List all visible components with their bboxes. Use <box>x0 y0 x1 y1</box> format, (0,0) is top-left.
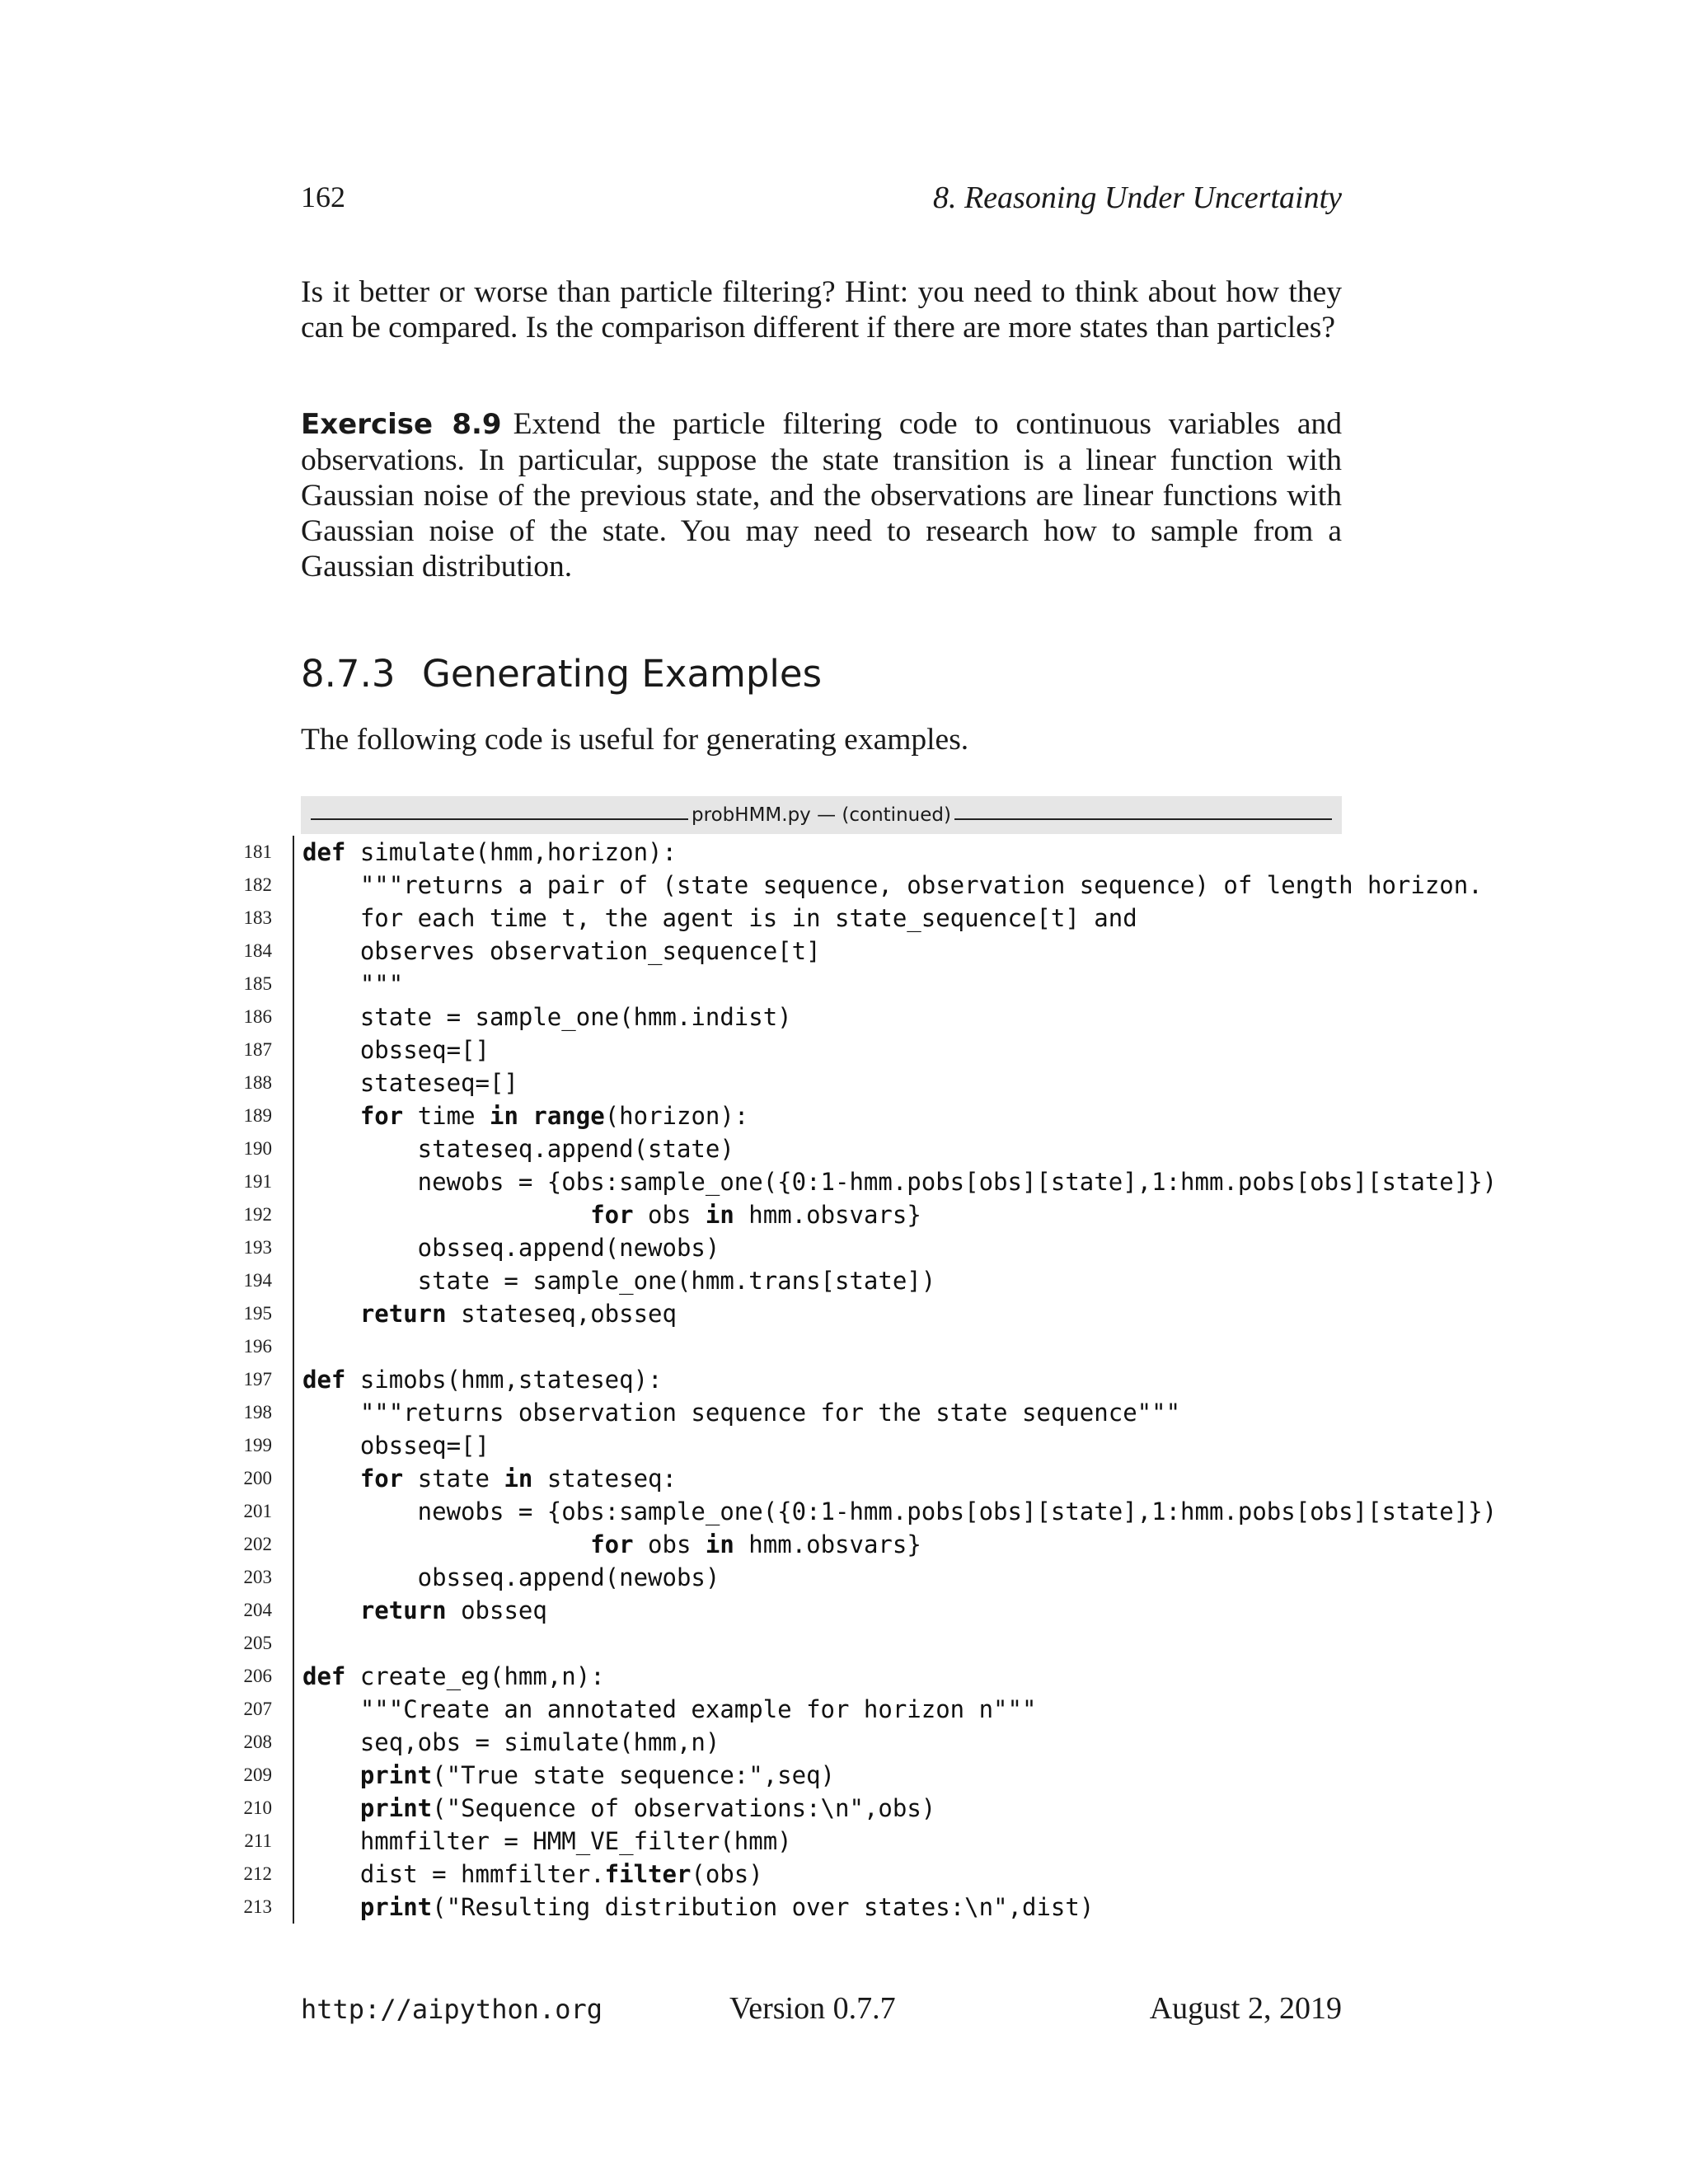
line-number: 184 <box>243 940 272 961</box>
code-text: print("Sequence of observations:\n",obs) <box>359 1794 936 1822</box>
running-head: 8. Reasoning Under Uncertainty <box>932 180 1342 215</box>
line-number: 203 <box>243 1567 272 1587</box>
code-line <box>243 1099 1448 1132</box>
line-number: 197 <box>243 1369 272 1390</box>
code-text: def simobs(hmm,stateseq): <box>302 1366 663 1394</box>
code-line <box>243 1726 1448 1759</box>
code-line <box>243 1198 1448 1231</box>
header-rule-right <box>954 818 1332 820</box>
code-line <box>243 1495 1498 1528</box>
line-number: 190 <box>243 1138 272 1159</box>
code-text: for each time t, the agent is in state_sequence[t] and <box>302 904 1137 932</box>
code-text: newobs = {obs:sample_one({0:1-hmm.pobs[obs][state],1:hmm.pobs[obs][state]}) <box>302 1497 1498 1526</box>
code-text: dist = hmmfilter.filter(obs) <box>302 1860 763 1888</box>
line-number: 202 <box>243 1534 272 1554</box>
code-line <box>243 1396 1448 1429</box>
code-text: obsseq=[] <box>302 1036 490 1064</box>
code-line <box>243 1429 1448 1462</box>
code-text: hmmfilter = HMM_VE_filter(hmm) <box>302 1827 792 1855</box>
code-line <box>243 1891 1448 1924</box>
line-number: 212 <box>243 1863 272 1884</box>
code-text: print("Resulting distribution over states:\n",dist) <box>359 1893 1095 1921</box>
line-number: 185 <box>243 973 272 994</box>
line-number: 181 <box>243 841 272 862</box>
code-line <box>243 1858 1448 1891</box>
line-number: 199 <box>243 1435 272 1455</box>
paragraph: Is it better or worse than particle filtering? Hint: you need to think about how they can be compared. Is the comparison different if there are more states than particles? <box>301 275 1342 344</box>
line-number: 188 <box>243 1072 272 1093</box>
code-line <box>243 1792 1448 1825</box>
line-number: 182 <box>243 874 272 895</box>
section-number: 8.7.3 <box>301 652 396 696</box>
code-listing-header <box>301 796 1342 834</box>
line-number: 209 <box>243 1765 272 1785</box>
line-number: 198 <box>243 1402 272 1422</box>
code-line <box>243 1231 1448 1264</box>
exercise-label: Exercise 8.9 <box>301 408 502 441</box>
line-number: 183 <box>243 907 272 928</box>
code-text: for obs in hmm.obsvars} <box>590 1201 921 1229</box>
exercise-paragraph <box>301 406 1342 584</box>
line-number: 192 <box>243 1204 272 1225</box>
code-line <box>243 968 1448 1001</box>
code-line <box>243 1627 1448 1660</box>
code-text: def create_eg(hmm,n): <box>302 1662 605 1690</box>
footer-url[interactable]: http://aipython.org <box>301 1994 603 2025</box>
code-text: state = sample_one(hmm.trans[state]) <box>302 1267 936 1295</box>
line-number: 194 <box>243 1270 272 1291</box>
code-text: stateseq=[] <box>302 1069 518 1097</box>
page-number: 162 <box>301 180 345 213</box>
code-text: newobs = {obs:sample_one({0:1-hmm.pobs[obs][state],1:hmm.pobs[obs][state]}) <box>302 1168 1498 1196</box>
code-text: obsseq.append(newobs) <box>302 1234 720 1262</box>
code-text: stateseq.append(state) <box>302 1135 734 1163</box>
footer-date: August 2, 2019 <box>1149 1991 1342 2026</box>
section-heading <box>301 652 822 696</box>
line-number: 187 <box>243 1039 272 1060</box>
line-number: 208 <box>243 1732 272 1752</box>
code-line <box>243 869 1483 902</box>
page-footer <box>301 1990 1342 2032</box>
code-text: obsseq=[] <box>302 1432 490 1460</box>
code-line <box>243 1033 1448 1066</box>
code-text: return obsseq <box>359 1596 547 1624</box>
line-number: 207 <box>243 1699 272 1719</box>
code-line <box>243 1165 1498 1198</box>
exercise-text: Extend the particle filtering code to continuous variables and observations. In particular, suppose the state transition is a linear function with Gaussian noise of the previous state, and the observations are linear functions with Gaussian noise of the state. You may need to research how to sample from a Gaussian distribution. <box>301 407 1342 583</box>
code-text: print("True state sequence:",seq) <box>359 1761 836 1789</box>
code-listing-title: probHMM.py — (continued) <box>692 804 951 826</box>
line-number: 211 <box>244 1830 272 1851</box>
code-text: def simulate(hmm,horizon): <box>302 838 677 866</box>
code-line <box>243 1759 1448 1792</box>
code-line <box>244 1825 1448 1858</box>
code-line <box>243 836 1448 869</box>
code-text: for obs in hmm.obsvars} <box>590 1530 921 1558</box>
line-number: 196 <box>243 1336 272 1357</box>
code-line <box>243 1363 1448 1396</box>
code-line <box>243 1561 1448 1594</box>
line-number: 193 <box>243 1237 272 1258</box>
section-title: Generating Examples <box>422 652 823 696</box>
code-line <box>243 1594 1448 1627</box>
code-text: state = sample_one(hmm.indist) <box>302 1003 792 1031</box>
line-number: 195 <box>243 1303 272 1324</box>
line-number: 206 <box>243 1666 272 1686</box>
line-number: 189 <box>243 1105 272 1126</box>
code-listing <box>243 836 1498 1924</box>
code-text: seq,obs = simulate(hmm,n) <box>302 1728 720 1756</box>
code-text: for state in stateseq: <box>359 1465 677 1493</box>
code-line <box>243 1066 1448 1099</box>
code-line <box>243 1001 1448 1033</box>
line-number: 201 <box>243 1501 272 1521</box>
code-text: """returns a pair of (state sequence, observation sequence) of length horizon. <box>302 871 1483 899</box>
code-line <box>243 1132 1448 1165</box>
code-line <box>243 1528 1448 1561</box>
line-number: 186 <box>243 1006 272 1027</box>
line-number: 204 <box>243 1600 272 1620</box>
code-line <box>243 1693 1448 1726</box>
line-number: 213 <box>243 1896 272 1917</box>
code-text: """Create an annotated example for horizon n""" <box>302 1695 1037 1723</box>
code-line <box>243 1330 1448 1363</box>
code-text: for time in range(horizon): <box>359 1102 749 1130</box>
header-rule-left <box>311 818 688 820</box>
line-number: 191 <box>243 1171 272 1192</box>
code-line <box>243 1297 1448 1330</box>
code-line <box>243 902 1448 935</box>
code-line <box>243 1462 1448 1495</box>
line-number: 210 <box>243 1797 272 1818</box>
line-number: 200 <box>243 1468 272 1488</box>
footer-version: Version 0.7.7 <box>729 1991 896 2026</box>
code-text: return stateseq,obsseq <box>359 1300 677 1328</box>
code-line <box>243 1660 1448 1693</box>
code-line <box>243 1264 1448 1297</box>
intro-paragraph: The following code is useful for generating examples. <box>301 723 969 757</box>
code-text: """ <box>302 970 404 998</box>
code-text: """returns observation sequence for the state sequence""" <box>302 1399 1181 1427</box>
code-text: observes observation_sequence[t] <box>302 937 821 965</box>
line-number: 205 <box>243 1633 272 1653</box>
code-text: obsseq.append(newobs) <box>302 1563 720 1591</box>
code-line <box>243 935 1448 968</box>
